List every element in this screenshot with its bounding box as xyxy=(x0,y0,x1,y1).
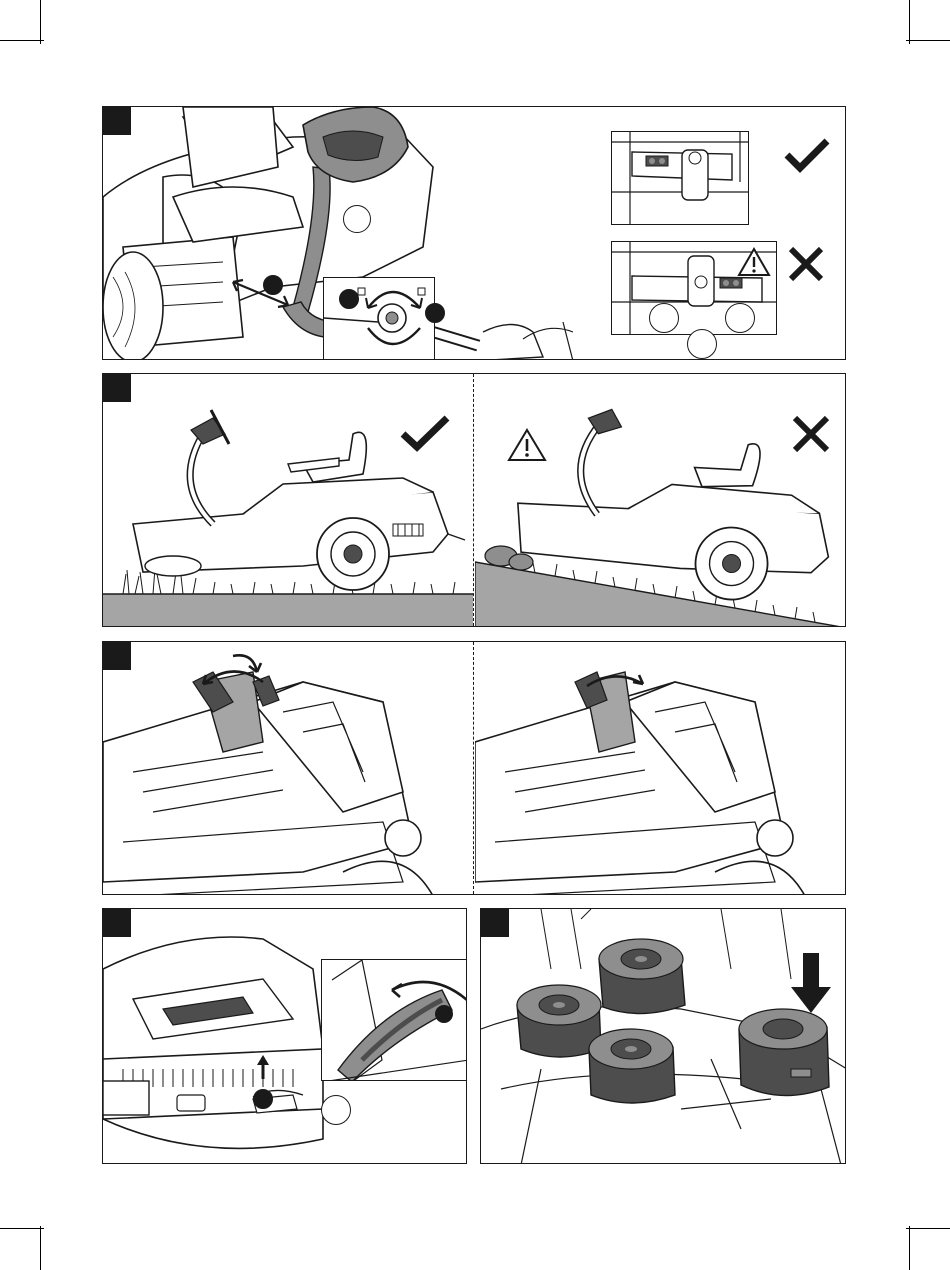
step-number-badge xyxy=(103,642,131,670)
lock-knob-illustration xyxy=(324,278,435,360)
panel-front-hitch xyxy=(102,908,467,1164)
correct-bolt-position xyxy=(611,131,749,225)
crop-mark xyxy=(906,1228,950,1229)
battery-bay-illustration xyxy=(481,909,846,1164)
crop-mark xyxy=(40,1226,41,1270)
seat-tilt-back xyxy=(475,642,846,895)
warning-triangle-icon xyxy=(507,428,547,462)
panel-seat-tilt xyxy=(102,641,846,895)
level-ground xyxy=(103,374,473,627)
step-number-badge xyxy=(481,909,509,937)
crop-mark xyxy=(909,0,910,44)
callout-marker xyxy=(687,329,717,359)
panel-divider xyxy=(473,642,474,894)
lock-detail-inset xyxy=(323,277,435,360)
crop-mark xyxy=(909,1226,910,1270)
warning-triangle-icon xyxy=(737,247,771,277)
crop-mark xyxy=(906,40,950,41)
step-number-badge xyxy=(103,107,131,135)
check-mark-icon xyxy=(783,137,831,173)
crop-mark xyxy=(0,1228,44,1229)
callout-marker xyxy=(343,205,371,233)
step-number-badge xyxy=(103,909,131,937)
callout-marker xyxy=(725,303,755,333)
callout-marker xyxy=(339,289,359,309)
callout-marker xyxy=(321,1095,351,1125)
cross-mark-icon xyxy=(787,245,825,283)
callout-marker xyxy=(253,1089,273,1109)
callout-marker xyxy=(425,303,445,323)
cross-mark-icon xyxy=(791,414,831,454)
panel-steering-adjustment xyxy=(102,106,846,360)
panel-mowing-terrain xyxy=(102,373,846,627)
callout-marker xyxy=(435,1005,453,1023)
callout-marker xyxy=(649,303,679,333)
bolt-correct-illustration xyxy=(612,132,749,225)
step-number-badge xyxy=(103,374,131,402)
crop-mark xyxy=(40,0,41,44)
slope-ground xyxy=(475,374,846,627)
panel-battery-installation xyxy=(480,908,846,1164)
callout-marker xyxy=(263,275,283,295)
panel-divider xyxy=(473,374,474,626)
check-mark-icon xyxy=(399,414,451,452)
seat-tilt-forward xyxy=(103,642,473,895)
crop-mark xyxy=(0,40,44,41)
